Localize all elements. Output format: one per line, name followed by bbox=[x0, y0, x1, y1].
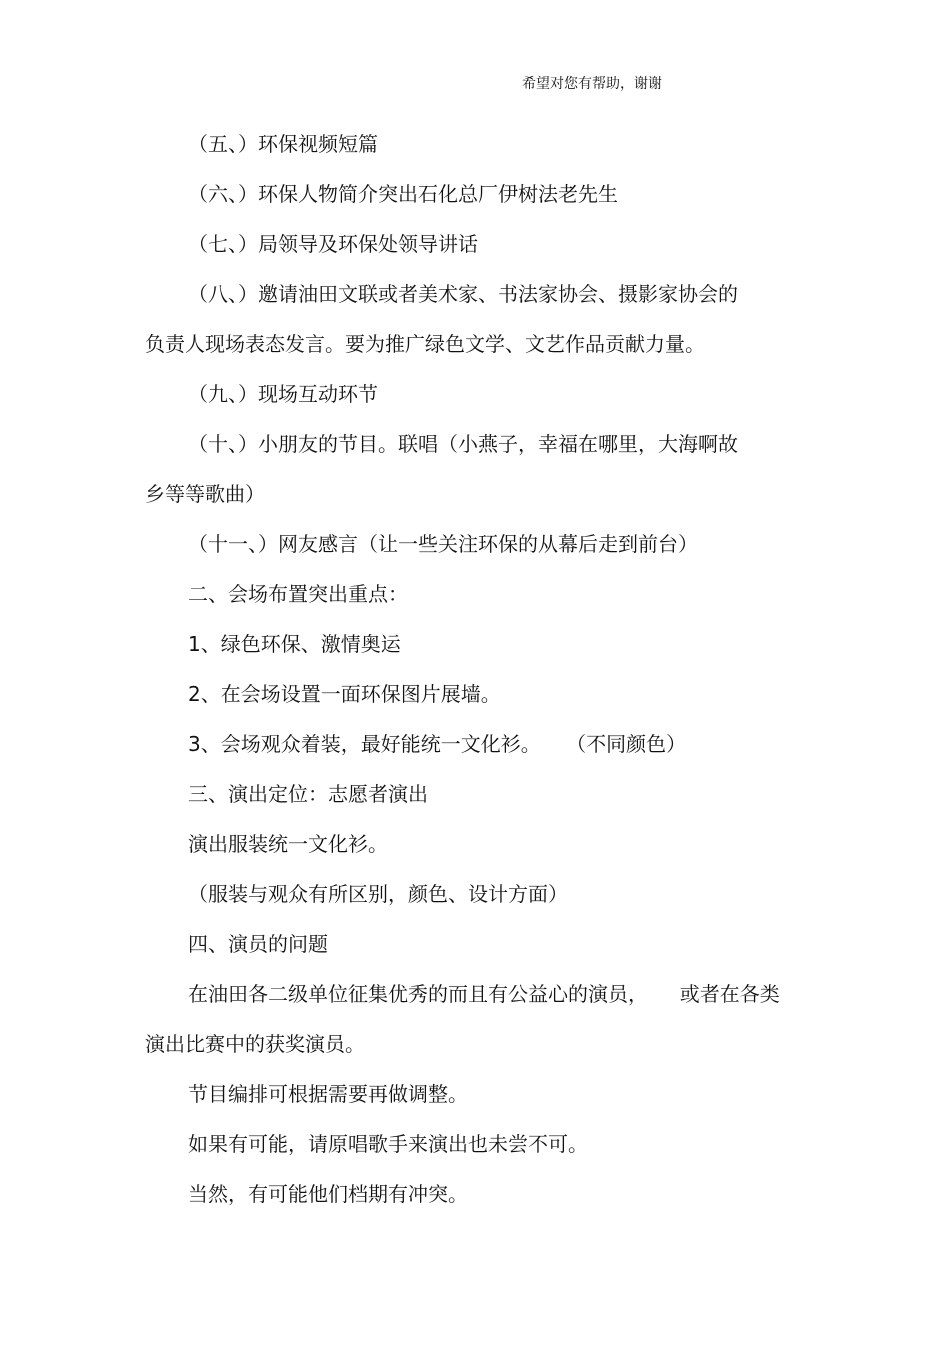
section-heading: 四、演员的问题 bbox=[188, 932, 328, 956]
text-line: （六、）环保人物简介突出石化总厂伊树法老先生 bbox=[188, 182, 618, 206]
text-line: 节目编排可根据需要再做调整。 bbox=[188, 1082, 468, 1106]
text-line: （八、）邀请油田文联或者美术家、书法家协会、摄影家协会的 bbox=[188, 282, 738, 306]
text-line: （五、）环保视频短篇 bbox=[188, 132, 378, 156]
text-line: 演出比赛中的获奖演员。 bbox=[145, 1032, 365, 1056]
text-line: 在油田各二级单位征集优秀的而且有公益心的演员， 或者在各类 bbox=[188, 982, 780, 1006]
text-line: 负责人现场表态发言。要为推广绿色文学、文艺作品贡献力量。 bbox=[145, 332, 705, 356]
text-line: 演出服装统一文化衫。 bbox=[188, 832, 388, 856]
text-line: 乡等等歌曲） bbox=[145, 482, 265, 506]
section-heading: 二、会场布置突出重点： bbox=[188, 582, 408, 606]
text-line: （服装与观众有所区别，颜色、设计方面） bbox=[188, 882, 568, 906]
text-line: （十一、）网友感言（让一些关注环保的从幕后走到前台） bbox=[188, 532, 698, 556]
list-item: 1、绿色环保、激情奥运 bbox=[188, 632, 401, 656]
list-item: 3、会场观众着装，最好能统一文化衫。 （不同颜色） bbox=[188, 732, 687, 756]
section-heading: 三、演出定位：志愿者演出 bbox=[188, 782, 428, 806]
text-line: 如果有可能，请原唱歌手来演出也未尝不可。 bbox=[188, 1132, 588, 1156]
list-item: 2、在会场设置一面环保图片展墙。 bbox=[188, 682, 501, 706]
text-line: （十、）小朋友的节目。联唱（小燕子，幸福在哪里，大海啊故 bbox=[188, 432, 738, 456]
text-line: 当然，有可能他们档期有冲突。 bbox=[188, 1182, 468, 1206]
text-line: （九、）现场互动环节 bbox=[188, 382, 378, 406]
text-line: （七、）局领导及环保处领导讲话 bbox=[188, 232, 478, 256]
page-header: 希望对您有帮助，谢谢 bbox=[522, 76, 662, 92]
